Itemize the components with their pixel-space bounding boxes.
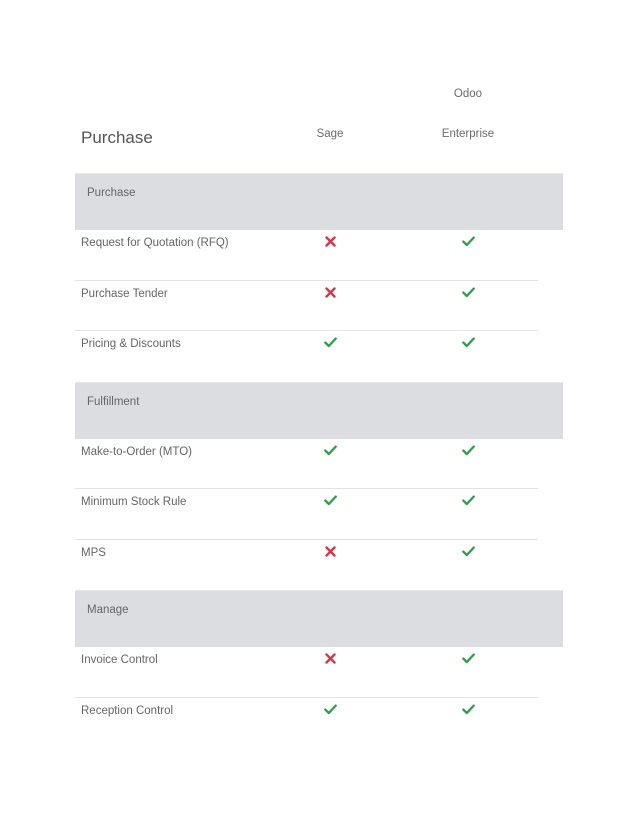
check-icon: [400, 704, 536, 720]
feature-label: Minimum Stock Rule: [81, 496, 187, 508]
section-label: Fulfillment: [87, 395, 140, 408]
table-row: [75, 698, 538, 749]
check-icon: [262, 445, 398, 461]
check-icon: [400, 546, 536, 562]
cross-icon: [262, 546, 398, 562]
table-row: [75, 331, 538, 382]
cross-icon: [262, 653, 398, 669]
table-row: [75, 489, 538, 540]
check-icon: [400, 236, 536, 252]
column-header-sage: Sage: [316, 128, 344, 140]
comparison-table: [75, 173, 563, 748]
table-row: [75, 230, 538, 281]
feature-label: Request for Quotation (RFQ): [81, 237, 229, 249]
table-row: [75, 439, 538, 490]
section-label: Purchase: [87, 187, 136, 199]
check-icon: [400, 653, 536, 669]
check-icon: [400, 337, 536, 353]
feature-label: Purchase Tender: [81, 287, 168, 300]
column-header-odoo: Odoo: [453, 88, 483, 100]
check-icon: [262, 337, 398, 353]
check-icon: [262, 704, 398, 720]
feature-label: Invoice Control: [81, 654, 158, 666]
table-row: [75, 647, 538, 698]
check-icon: [262, 495, 398, 511]
section-header: [75, 382, 563, 439]
feature-label: Pricing & Discounts: [81, 338, 181, 350]
table-row: [75, 281, 538, 332]
check-icon: [400, 287, 536, 303]
feature-label: Reception Control: [81, 704, 174, 717]
check-icon: [400, 445, 536, 461]
table-row: [75, 540, 538, 591]
cross-icon: [262, 287, 398, 303]
section-header: [75, 173, 563, 230]
feature-label: Make-to-Order (MTO): [81, 445, 192, 458]
column-header-enterprise: Enterprise: [441, 128, 495, 140]
section-header: [75, 590, 563, 647]
cross-icon: [262, 236, 398, 252]
section-label: Manage: [87, 604, 129, 616]
check-icon: [400, 495, 536, 511]
feature-label: MPS: [81, 546, 106, 559]
page-title: Purchase: [81, 128, 153, 147]
